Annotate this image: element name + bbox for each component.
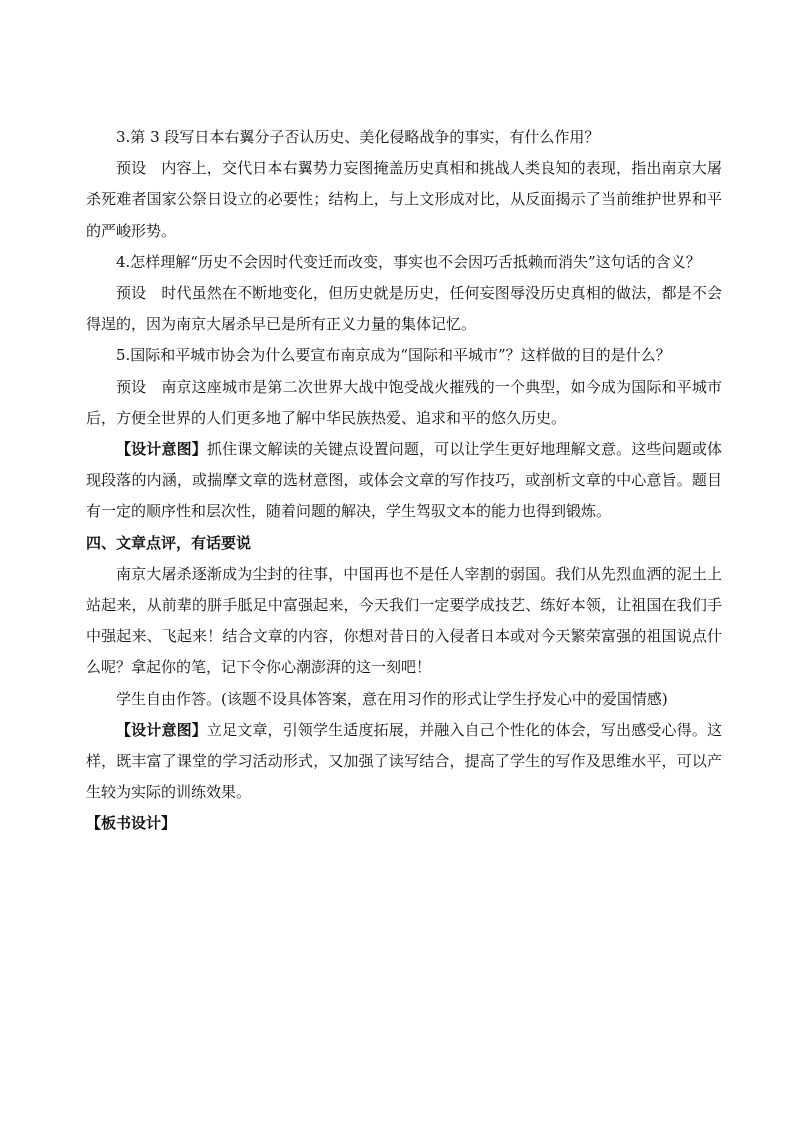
answer-4 [86,278,722,340]
answer-5-text: 南京这座城市是第二次世界大战中饱受战火摧残的一个典型，如今成为国际和平城市后，方便全世界的人们更多地了解中华民族热爱、追求和平的悠久历史。 [86,377,722,427]
section-4-answer: 学生自由作答。(该题不设具体答案，意在用习作的形式让学生抒发心中的爱国情感) [116,689,668,708]
document-page [86,122,722,840]
question-4: 4.怎样理解“历史不会因时代变迁而改变，事实也不会因巧舌抵赖而消失”这句话的含义？ [116,252,701,271]
answer-4-text: 时代虽然在不断地变化，但历史就是历史，任何妄图辱没历史真相的做法，都是不会得逞的，因为南京大屠杀早已是所有正义力量的集体记忆。 [86,284,722,334]
design-intent-label: 【设计意图】 [116,720,207,739]
design-intent-2-text: 立足文章，引领学生适度拓展，并融入自己个性化的体会，写出感受心得。这样，既丰富了课堂的学习活动形式，又加强了读写结合，提高了学生的写作及思维水平，可以产生较为实际的训练效果。 [86,720,722,802]
preset-label: 预设 [116,377,147,396]
design-intent-1 [86,434,722,528]
section-4-heading: 四、文章点评，有话要说 [86,533,252,552]
design-intent-1-text: 抓住课文解读的关键点设置问题，可以让学生更好地理解文意。这些问题或体现段落的内涵，或揣摩文章的选材意图，或体会文章的写作技巧，或剖析文章的中心意旨。题目有一定的顺序性和层次性，随着问题的解决，学生驾驭文本的能力也得到锻炼。 [86,440,722,521]
question-5: 5.国际和平城市协会为什么要宣布南京成为“国际和平城市”？这样做的目的是什么？ [116,346,671,365]
answer-3 [86,153,722,247]
answer-3-text: 内容上，交代日本右翼势力妄图掩盖历史真相和挑战人类良知的表现，指出南京大屠杀死难者国家公祭日设立的必要性；结构上，与上文形成对比，从反面揭示了当前维护世界和平的严峻形势。 [86,159,722,240]
answer-5 [86,372,722,434]
design-intent-label: 【设计意图】 [116,440,207,459]
section-4-text: 南京大屠杀逐渐成为尘封的往事，中国再也不是任人宰割的弱国。我们从先烈血洒的泥土上站起来，从前辈的胼手胝足中富强起来，今天我们一定要学成技艺、练好本领，让祖国在我们手中强起来、飞起来！结合文章的内容，你想对昔日的入侵者日本或对今天繁荣富强的祖国说点什么呢？拿起你的笔，记下令你心潮澎湃的这一刻吧！ [86,564,722,677]
preset-label: 预设 [116,284,147,303]
question-3: 3.第 3 段写日本右翼分子否认历史、美化侵略战争的事实，有什么作用？ [116,128,600,146]
design-intent-2 [86,715,722,809]
board-design-heading: 【板书设计】 [86,814,177,833]
preset-label: 预设 [116,159,147,178]
